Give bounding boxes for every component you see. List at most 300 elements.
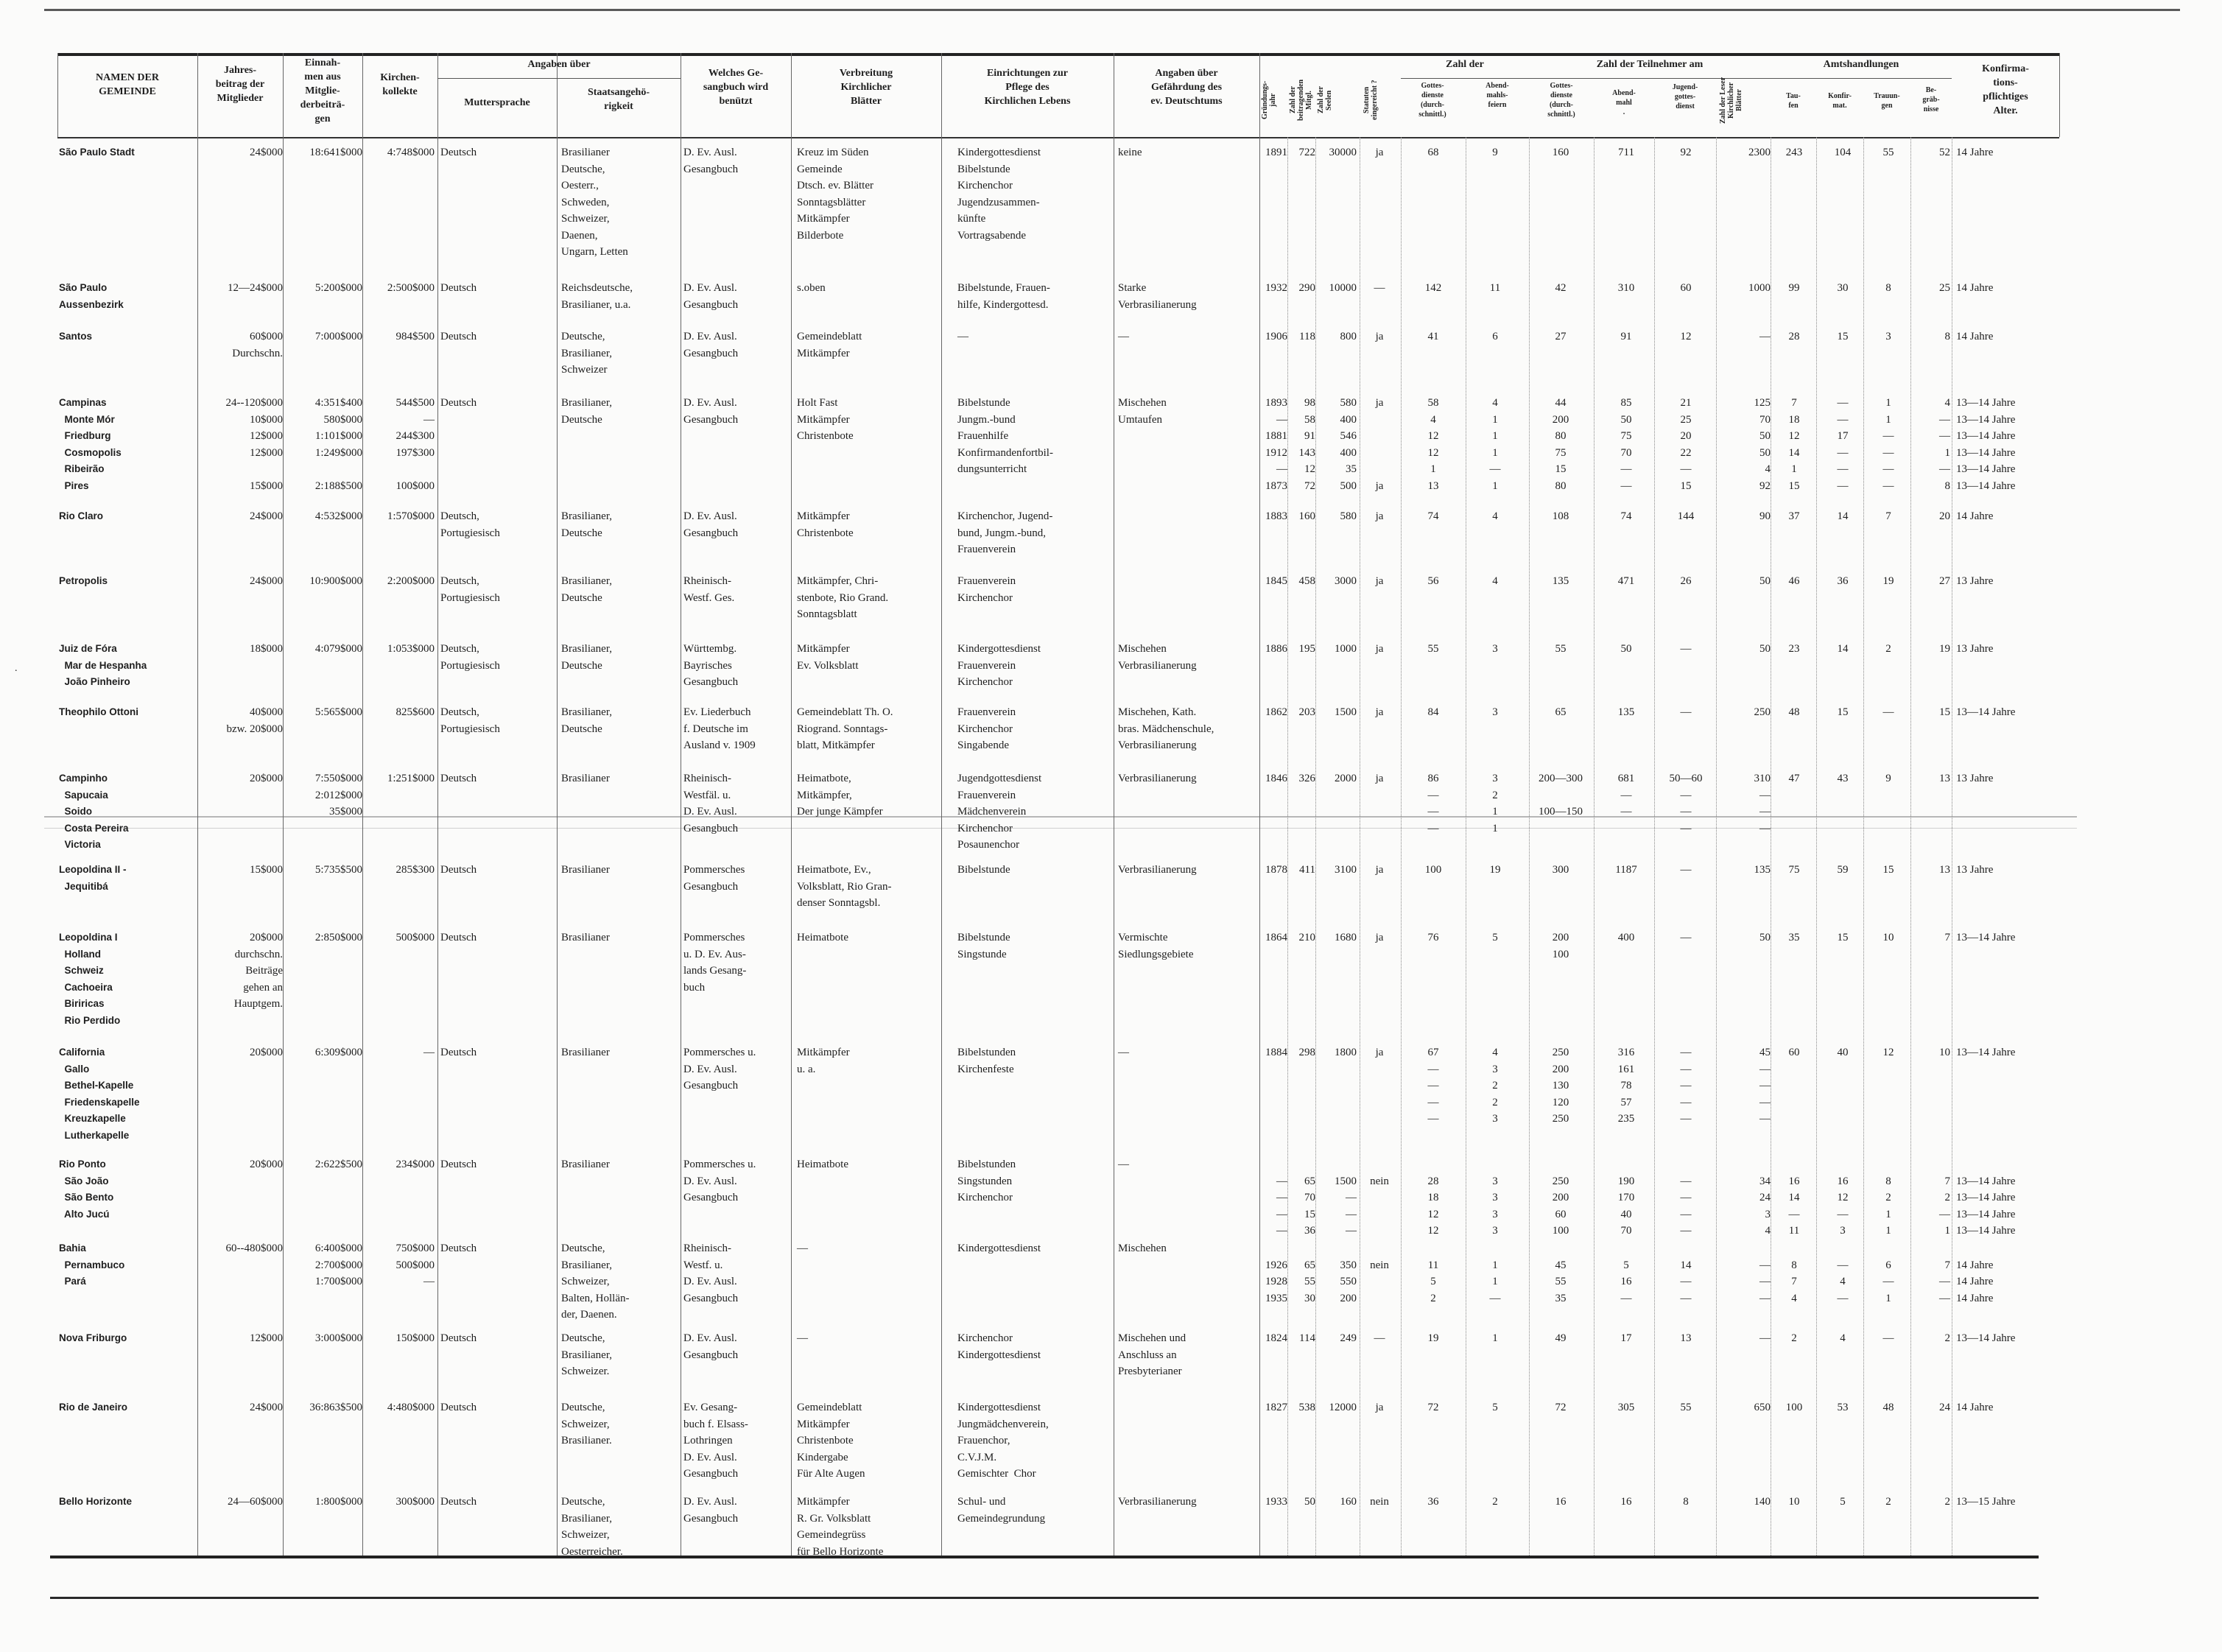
cell-staat: Deutsche, Brasilianer, Schweizer, Balten, Hollän- der, Daenen. — [561, 1242, 630, 1321]
cell-mutter: Deutsch, Portugiesisch — [440, 510, 500, 539]
cell-staat: Brasilianer — [561, 773, 610, 784]
cell-gef: Starke Verbrasilianerung — [1118, 282, 1197, 311]
cell-staat: Brasilianer, Deutsche — [561, 706, 612, 735]
cell-einnahmen: 6:309$000 — [314, 1047, 362, 1058]
cell-name: São Paulo Aussenbezirk — [59, 282, 124, 310]
cell-gd: 55 — [1427, 643, 1439, 655]
cell-name: Santos — [59, 331, 93, 342]
cell-gj: 1878 — [1265, 864, 1287, 876]
cell-blaetter: Gemeindeblatt Mitkämpfer Christenbote Kindergabe Für Alte Augen — [797, 1402, 865, 1480]
cell-ta: 91 — [1620, 331, 1632, 342]
cell-st: ja — [1375, 147, 1384, 158]
cell-ta: 305 — [1617, 1402, 1635, 1413]
cell-ta: 190 170 40 70 — [1617, 1175, 1635, 1237]
cell-gesangbuch: D. Ev. Ausl. Gesangbuch — [683, 510, 739, 539]
cell-gesangbuch: Pommersches Gesangbuch — [683, 864, 745, 893]
cell-ta: 681 — — — [1617, 773, 1635, 818]
cell-be: 27 — [1939, 575, 1950, 587]
cell-tr: 2 — [1885, 643, 1891, 655]
cell-gesangbuch: Rheinisch- Westf. Ges. — [683, 575, 735, 604]
cell-mg: 458 — [1298, 575, 1315, 587]
cell-tg: 72 — [1555, 1402, 1567, 1413]
cell-af: 4 3 2 2 3 — [1492, 1047, 1498, 1125]
cell-staat: Deutsche, Schweizer, Brasilianer. — [561, 1402, 612, 1447]
cell-se: 580 — [1340, 510, 1357, 522]
cell-tr: 15 — [1882, 864, 1894, 876]
cell-tf: 47 — [1788, 773, 1800, 784]
column-rule — [1594, 137, 1595, 1556]
cell-tf: 100 — [1785, 1402, 1803, 1413]
cell-beitrag: 24$000 — [250, 575, 283, 587]
cell-af: 5 — [1492, 932, 1498, 943]
cell-beitrag: 12$000 — [250, 1332, 283, 1344]
cell-blaetter: Mitkämpfer u. a. — [797, 1047, 850, 1075]
cell-ta: 17 — [1620, 1332, 1632, 1344]
cell-gef: — — [1118, 331, 1129, 342]
cell-jg: — — — — — — [1680, 1047, 1692, 1125]
cell-le: 140 — [1754, 1496, 1771, 1508]
cell-st: ja — [1375, 706, 1384, 718]
cell-einr: Schul- und Gemeindegrundung — [957, 1496, 1046, 1525]
cell-af: 4 — [1492, 575, 1498, 587]
cell-einr: Frauenverein Kirchenchor — [957, 575, 1016, 604]
cell-gesangbuch: Pommersches u. D. Ev. Aus- lands Gesang- buch — [683, 932, 747, 994]
cell-le: 50 — [1759, 643, 1771, 655]
cell-jg: 50—60 — — — — [1669, 773, 1703, 834]
cell-einnahmen: 5:200$000 — [314, 282, 362, 294]
cell-mutter: Deutsch — [440, 147, 477, 158]
cell-mutter: Deutsch — [440, 331, 477, 342]
cell-gesangbuch: D. Ev. Ausl. Gesangbuch — [683, 147, 739, 175]
cell-gesangbuch: D. Ev. Ausl. Gesangbuch — [683, 1332, 739, 1361]
cell-af: 4 1 1 1 — 1 — [1489, 397, 1501, 492]
cell-tg: 42 — [1555, 282, 1567, 294]
cell-gesangbuch: Pommersches u. D. Ev. Ausl. Gesangbuch — [683, 1159, 756, 1203]
cell-le: 250 — [1754, 706, 1771, 718]
cell-ko: 59 — [1837, 864, 1849, 876]
cell-blaetter: Mitkämpfer Christenbote — [797, 510, 854, 539]
cell-tg: 65 — [1555, 706, 1567, 718]
cell-mg: 65 70 15 36 — [1304, 1175, 1315, 1237]
cell-blaetter: Heimatbote, Ev., Volksblatt, Rio Gran- denser Sonntagsbl. — [797, 864, 892, 909]
cell-ko: 4 — [1840, 1332, 1846, 1344]
cell-alt: 13 Jahre — [1956, 864, 1994, 876]
cell-gesangbuch: D. Ev. Ausl. Gesangbuch — [683, 1496, 739, 1525]
cell-tg: 45 55 35 — [1555, 1259, 1567, 1304]
cell-mutter: Deutsch — [440, 282, 477, 294]
cell-kollekte: 1:053$000 — [387, 643, 435, 655]
cell-ko: 16 12 — 3 — [1837, 1175, 1849, 1237]
cell-einnahmen: 4:079$000 — [314, 643, 362, 655]
column-rule — [2059, 53, 2060, 137]
cell-ta: 711 — [1618, 147, 1634, 158]
column-rule — [791, 53, 792, 1556]
cell-alt: 14 Jahre — [1956, 147, 1994, 158]
column-rule — [1315, 137, 1316, 1556]
cell-gj: 1846 — [1265, 773, 1287, 784]
cell-ta: 16 — [1620, 1496, 1632, 1508]
cell-le: 1000 — [1748, 282, 1771, 294]
cell-tg: 135 — [1552, 575, 1569, 587]
cell-gd: 56 — [1427, 575, 1439, 587]
cell-einr: Kindergottesdienst Jungmädchenverein, Frauenchor, C.V.J.M. Gemischter Chor — [957, 1402, 1049, 1480]
cell-beitrag: 60$000 Durchschn. — [232, 331, 283, 359]
cell-name: Nova Friburgo — [59, 1332, 127, 1343]
header-tabendmahl: Abend- mahl . — [1612, 89, 1636, 116]
cell-blaetter: Holt Fast Mitkämpfer Christenbote — [797, 397, 854, 442]
cell-kollekte: — — [423, 1047, 435, 1058]
cell-name: São Paulo Stadt — [59, 147, 135, 158]
column-rule — [941, 53, 942, 1556]
cell-ko: — 4 — — [1837, 1259, 1849, 1304]
cell-gd: 41 — [1427, 331, 1439, 342]
cell-mg: 210 — [1298, 932, 1315, 943]
cell-name: Bello Horizonte — [59, 1496, 133, 1507]
cell-einr: Kindergottesdienst Frauenverein Kirchenchor — [957, 643, 1041, 688]
subheader-rule — [1401, 78, 1529, 79]
cell-be: 4 — — 1 — 8 — [1939, 397, 1950, 492]
cell-ta: 5 16 — — [1620, 1259, 1632, 1304]
cell-be: 2 — [1944, 1496, 1950, 1508]
cell-alt: 13—14 Jahre 13—14 Jahre 13—14 Jahre 13—14 Jahre — [1956, 1175, 2016, 1237]
cell-ko: 104 — [1834, 147, 1852, 158]
cell-mutter: Deutsch, Portugiesisch — [440, 575, 500, 604]
cell-gef: Mischehen Verbrasilianerung — [1118, 643, 1197, 672]
header-einnahmen: Einnah- men aus Mitglie- derbeiträ- gen — [300, 57, 345, 124]
cell-beitrag: 20$000 durchschn. Beiträge gehen an Hauptgem. — [233, 932, 283, 1010]
column-rule — [1910, 137, 1911, 1556]
cell-alt: 14 Jahre — [1956, 282, 1994, 294]
cell-st: — — [1374, 1332, 1385, 1344]
cell-einr: Kirchenchor Kindergottesdienst — [957, 1332, 1041, 1361]
cell-tg: 250 200 130 120 250 — [1552, 1047, 1569, 1125]
cell-tr: 10 — [1882, 932, 1894, 943]
cell-alt: 14 Jahre — [1956, 510, 1994, 522]
cell-tr: 8 — [1885, 282, 1891, 294]
cell-kollekte: 1:251$000 — [387, 773, 435, 784]
cell-be: 7 — — — [1939, 1259, 1950, 1304]
header-einrichtungen: Einrichtungen zur Pflege des Kirchlichen Lebens — [984, 68, 1071, 107]
cell-blaetter: — — [797, 1332, 808, 1344]
cell-gd: 72 — [1427, 1402, 1439, 1413]
cell-le: 310 — — — — [1754, 773, 1771, 834]
cell-be: 19 — [1939, 643, 1950, 655]
cell-gd: 28 18 12 12 — [1427, 1175, 1439, 1237]
cell-tf: 35 — [1788, 932, 1800, 943]
cell-mutter: Deutsch — [440, 1047, 477, 1058]
cell-einr: Bibelstunden Singstunden Kirchenchor — [957, 1159, 1016, 1203]
cell-tf: 48 — [1788, 706, 1800, 718]
cell-mutter: Deutsch — [440, 864, 477, 876]
cell-mg: 722 — [1298, 147, 1315, 158]
cell-gesangbuch: Ev. Gesang- buch f. Elsass- Lothringen D. Ev. Ausl. Gesangbuch — [683, 1402, 748, 1480]
cell-be: 7 — [1944, 932, 1950, 943]
cell-beitrag: 24$000 — [250, 1402, 283, 1413]
header-taufen: Tau- fen — [1786, 92, 1801, 110]
cell-af: 3 — [1492, 706, 1498, 718]
cell-gd: 76 — [1427, 932, 1439, 943]
cell-ko: 14 — [1837, 510, 1849, 522]
cell-se: 2000 — [1335, 773, 1357, 784]
cell-mg: 160 — [1298, 510, 1315, 522]
cell-gef: Verbrasilianerung — [1118, 864, 1197, 876]
cell-kollekte: 1:570$000 — [387, 510, 435, 522]
cell-tf: 46 — [1788, 575, 1800, 587]
column-rule — [1529, 137, 1530, 1556]
cell-staat: Brasilianer, Deutsche — [561, 575, 612, 604]
cell-tf: 23 — [1788, 643, 1800, 655]
cell-tr: 3 — [1885, 331, 1891, 342]
column-rule — [1401, 137, 1402, 1556]
cell-mg: 50 — [1304, 1496, 1315, 1508]
cell-alt: 14 Jahre — [1956, 331, 1994, 342]
cell-staat: Deutsche, Brasilianer, Schweizer, Oesterreicher. — [561, 1496, 623, 1558]
cell-einnahmen: 36:863$500 — [309, 1402, 362, 1413]
cell-gef: Mischehen Umtaufen — [1118, 397, 1167, 426]
header-bottom-rule — [57, 137, 2059, 138]
cell-alt: 13—15 Jahre — [1956, 1496, 2016, 1508]
cell-ta: 50 — [1620, 643, 1632, 655]
cell-af: 1 1 — — [1489, 1259, 1501, 1304]
cell-mg: 411 — [1299, 864, 1315, 876]
cell-mg: 98 58 91 143 12 72 — [1298, 397, 1315, 492]
cell-tg: 44 200 80 75 15 80 — [1552, 397, 1569, 492]
header-jugend: Jugend- gottes- dienst — [1672, 83, 1698, 110]
cell-beitrag: 24$000 — [250, 510, 283, 522]
cell-jg: — — — — — [1680, 1175, 1692, 1237]
cell-alt: 13 Jahre — [1956, 575, 1994, 587]
cell-gj: 1864 — [1265, 932, 1287, 943]
cell-be: 25 — [1939, 282, 1950, 294]
cell-st: nein — [1370, 1496, 1389, 1508]
cell-tr: 19 — [1882, 575, 1894, 587]
cell-se: 1800 — [1335, 1047, 1357, 1058]
cell-tr: 55 — [1882, 147, 1894, 158]
header-seelen: Zahl der Seelen — [1317, 86, 1333, 114]
cell-st: ja — [1375, 773, 1384, 784]
cell-tf: 243 — [1785, 147, 1803, 158]
cell-gesangbuch: Ev. Liederbuch f. Deutsche im Ausland v. 1909 — [683, 706, 756, 751]
cell-st: ja ja — [1375, 397, 1384, 492]
cell-blaetter: Heimatbote — [797, 932, 848, 943]
cell-jg: 13 — [1680, 1332, 1692, 1344]
cell-staat: Brasilianer, Deutsche — [561, 397, 612, 426]
cell-se: 12000 — [1329, 1402, 1357, 1413]
cell-kollekte: 4:480$000 — [387, 1402, 435, 1413]
cell-jg: 12 — [1680, 331, 1692, 342]
cell-st: nein — [1370, 1175, 1389, 1187]
cell-mutter: Deutsch, Portugiesisch — [440, 706, 500, 735]
cell-tf: 60 — [1788, 1047, 1800, 1058]
cell-mutter: Deutsch — [440, 773, 477, 784]
cell-staat: Brasilianer — [561, 932, 610, 943]
cell-einnahmen: 5:565$000 — [314, 706, 362, 718]
cell-tg: 27 — [1555, 331, 1567, 342]
cell-gd: 84 — [1427, 706, 1439, 718]
cell-tr: 9 — [1885, 773, 1891, 784]
cell-be: 13 — [1939, 773, 1950, 784]
cell-kollekte: 234$000 — [395, 1159, 435, 1170]
cell-tf: 37 — [1788, 510, 1800, 522]
cell-be: 20 — [1939, 510, 1950, 522]
cell-ko: 43 — [1837, 773, 1849, 784]
cell-gd: 58 4 12 12 1 13 — [1427, 397, 1439, 492]
cell-st: ja — [1375, 1047, 1384, 1058]
cell-blaetter: Heimatbote — [797, 1159, 848, 1170]
cell-se: 1000 — [1335, 643, 1357, 655]
cell-einnahmen: 4:532$000 — [314, 510, 362, 522]
header-zahl_der: Zahl der — [1446, 59, 1484, 70]
cell-gesangbuch: Rheinisch- Westf. u. D. Ev. Ausl. Gesangbuch — [683, 1242, 739, 1304]
cell-mg: 298 — [1298, 1047, 1315, 1058]
cell-gesangbuch: D. Ev. Ausl. Gesangbuch — [683, 331, 739, 359]
cell-jg: — — [1680, 932, 1692, 943]
cell-gef: Mischehen, Kath. bras. Mädchenschule, Verbrasilianerung — [1118, 706, 1214, 751]
header-konfirm: Konfir- mat. — [1828, 92, 1852, 110]
cell-af: 3 — [1492, 643, 1498, 655]
cell-beitrag: 24$000 — [250, 147, 283, 158]
cell-st: ja — [1375, 510, 1384, 522]
cell-jg: 26 — [1680, 575, 1692, 587]
cell-jg: — — [1680, 706, 1692, 718]
cell-einnahmen: 4:351$400 580$000 1:101$000 1:249$000 2:188$500 — [314, 397, 362, 492]
cell-gef: Verbrasilianerung — [1118, 1496, 1197, 1508]
cell-mg: 290 — [1298, 282, 1315, 294]
cell-staat: Deutsche, Brasilianer, Schweizer — [561, 331, 612, 376]
cell-se: 3000 — [1335, 575, 1357, 587]
cell-einnahmen: 18:641$000 — [309, 147, 362, 158]
cell-af: 5 — [1492, 1402, 1498, 1413]
cell-mg: 538 — [1298, 1402, 1315, 1413]
cell-af: 19 — [1489, 864, 1501, 876]
cell-mg: 118 — [1299, 331, 1315, 342]
cell-be: 7 2 — 1 — [1939, 1175, 1950, 1237]
cell-staat: Brasilianer Deutsche, Oesterr., Schweden, Schweizer, Daenen, Ungarn, Letten — [561, 147, 628, 258]
cell-einnahmen: 7:000$000 — [314, 331, 362, 342]
cell-se: 1500 — [1335, 706, 1357, 718]
column-rule — [1654, 137, 1655, 1556]
cell-st: nein — [1370, 1259, 1389, 1271]
cell-alt: 13—14 Jahre — [1956, 1332, 2016, 1344]
cell-alt: 13—14 Jahre 13—14 Jahre 13—14 Jahre 13—14 Jahre 13—14 Jahre 13—14 Jahre — [1956, 397, 2016, 492]
column-rule — [1259, 53, 1260, 1556]
cell-ko: 36 — [1837, 575, 1849, 587]
cell-tf: 75 — [1788, 864, 1800, 876]
header-begr: Be- gräb- nisse — [1922, 86, 1940, 113]
cell-tg: 250 200 60 100 — [1552, 1175, 1569, 1237]
cell-af: 2 — [1492, 1496, 1498, 1508]
cell-mutter: Deutsch — [440, 397, 477, 409]
cell-ko: — — 17 — — — — [1837, 397, 1849, 492]
header-teilnehmer: Zahl der Teilnehmer am — [1596, 59, 1704, 70]
cell-le: 45 — — — — — [1759, 1047, 1771, 1125]
subheader-rule — [1771, 78, 1952, 79]
cell-name: Rio de Janeiro — [59, 1402, 128, 1413]
header-blaetter: Verbreitung Kirchlicher Blätter — [839, 68, 893, 107]
cell-se: 249 — [1340, 1332, 1357, 1344]
cell-kollekte: 4:748$000 — [387, 147, 435, 158]
header-gefaehrdung: Angaben über Gefährdung des ev. Deutschtums — [1150, 68, 1223, 107]
header-mitgl: Zahl der beitragenden Mitgl. — [1289, 79, 1313, 122]
cell-einnahmen: 1:800$000 — [314, 1496, 362, 1508]
cell-staat: Deutsche, Brasilianer, Schweizer. — [561, 1332, 612, 1377]
cell-beitrag: 40$000 bzw. 20$000 — [226, 706, 283, 735]
cell-mutter: Deutsch — [440, 1159, 477, 1170]
cell-beitrag: 20$000 — [250, 1159, 283, 1170]
cell-kollekte: 500$000 — [395, 932, 435, 943]
cell-alt: 13 Jahre — [1956, 773, 1994, 784]
cell-af: 1 — [1492, 1332, 1498, 1344]
header-konfalter: Konfirma- tions- pflichtiges Alter. — [1982, 63, 2029, 116]
cell-kollekte: 825$600 — [395, 706, 435, 718]
cell-gd: 19 — [1427, 1332, 1439, 1344]
cell-tg: 16 — [1555, 1496, 1567, 1508]
cell-blaetter: Mitkämpfer, Chri- stenbote, Rio Grand. Sonntagsblatt — [797, 575, 889, 620]
column-rule — [557, 53, 558, 1556]
column-rule — [437, 53, 438, 1556]
cell-einnahmen: 2:850$000 — [314, 932, 362, 943]
cell-be: 13 — [1939, 864, 1950, 876]
cell-kollekte: 285$300 — [395, 864, 435, 876]
cell-se: 1500 — — — — [1335, 1175, 1357, 1237]
cell-gj: 1926 1928 1935 — [1265, 1259, 1287, 1304]
header-amts: Amtshandlungen — [1823, 59, 1899, 70]
cell-gd: 68 — [1427, 147, 1439, 158]
cell-gj: 1845 — [1265, 575, 1287, 587]
cell-einr: Bibelstunde, Frauen- hilfe, Kindergottesd. — [957, 282, 1050, 311]
cell-beitrag: 20$000 — [250, 773, 283, 784]
cell-ta: 316 161 78 57 235 — [1617, 1047, 1635, 1125]
cell-le: 34 24 3 4 — [1759, 1175, 1771, 1237]
cell-gef: — — [1118, 1047, 1129, 1058]
cell-ta: 85 50 75 70 — — — [1620, 397, 1632, 492]
cell-le: — — [1759, 331, 1771, 342]
cell-jg: 144 — [1677, 510, 1695, 522]
header-leser: Zahl der Leser Kirchlicher Blätter — [1719, 77, 1743, 124]
cell-gef: keine — [1118, 147, 1142, 158]
cell-gd: 67 — — — — — [1427, 1047, 1439, 1125]
cell-st: ja — [1375, 1402, 1384, 1413]
cell-einnahmen: 2:622$500 — [314, 1159, 362, 1170]
cell-se: 160 — [1340, 1496, 1357, 1508]
cell-einr: — — [957, 331, 968, 342]
top-edge-line — [44, 9, 2180, 11]
cell-tf: 28 — [1788, 331, 1800, 342]
cell-beitrag: 12—24$000 — [228, 282, 283, 294]
cell-mg: 203 — [1298, 706, 1315, 718]
cell-ko: 40 — [1837, 1047, 1849, 1058]
header-beitrag: Jahres- beitrag der Mitglieder — [215, 65, 265, 104]
cell-gesangbuch: D. Ev. Ausl. Gesangbuch — [683, 397, 739, 426]
cell-se: 10000 — [1329, 282, 1357, 294]
cell-ko: 15 — [1837, 932, 1849, 943]
cell-tr: 48 — [1882, 1402, 1894, 1413]
cell-einnahmen: 5:735$500 — [314, 864, 362, 876]
cell-gj: — — — — — [1276, 1175, 1287, 1237]
cell-ta: 135 — [1617, 706, 1635, 718]
cell-ta: 74 — [1620, 510, 1632, 522]
cell-mg: 114 — [1299, 1332, 1315, 1344]
cell-mg: 326 — [1298, 773, 1315, 784]
cell-tf: 7 18 12 14 1 15 — [1788, 397, 1800, 492]
cell-blaetter: Heimatbote, Mitkämpfer, Der junge Kämpfer — [797, 773, 883, 818]
cell-ko: 53 — [1837, 1402, 1849, 1413]
cell-staat: Brasilianer — [561, 864, 610, 876]
cell-staat: Brasilianer, Deutsche — [561, 510, 612, 539]
cell-name: Leopoldina I Holland Schweiz Cachoeira Biriricas Rio Perdido — [59, 932, 121, 1026]
cell-gj: 1827 — [1265, 1402, 1287, 1413]
cell-name: Rio Claro — [59, 510, 104, 521]
